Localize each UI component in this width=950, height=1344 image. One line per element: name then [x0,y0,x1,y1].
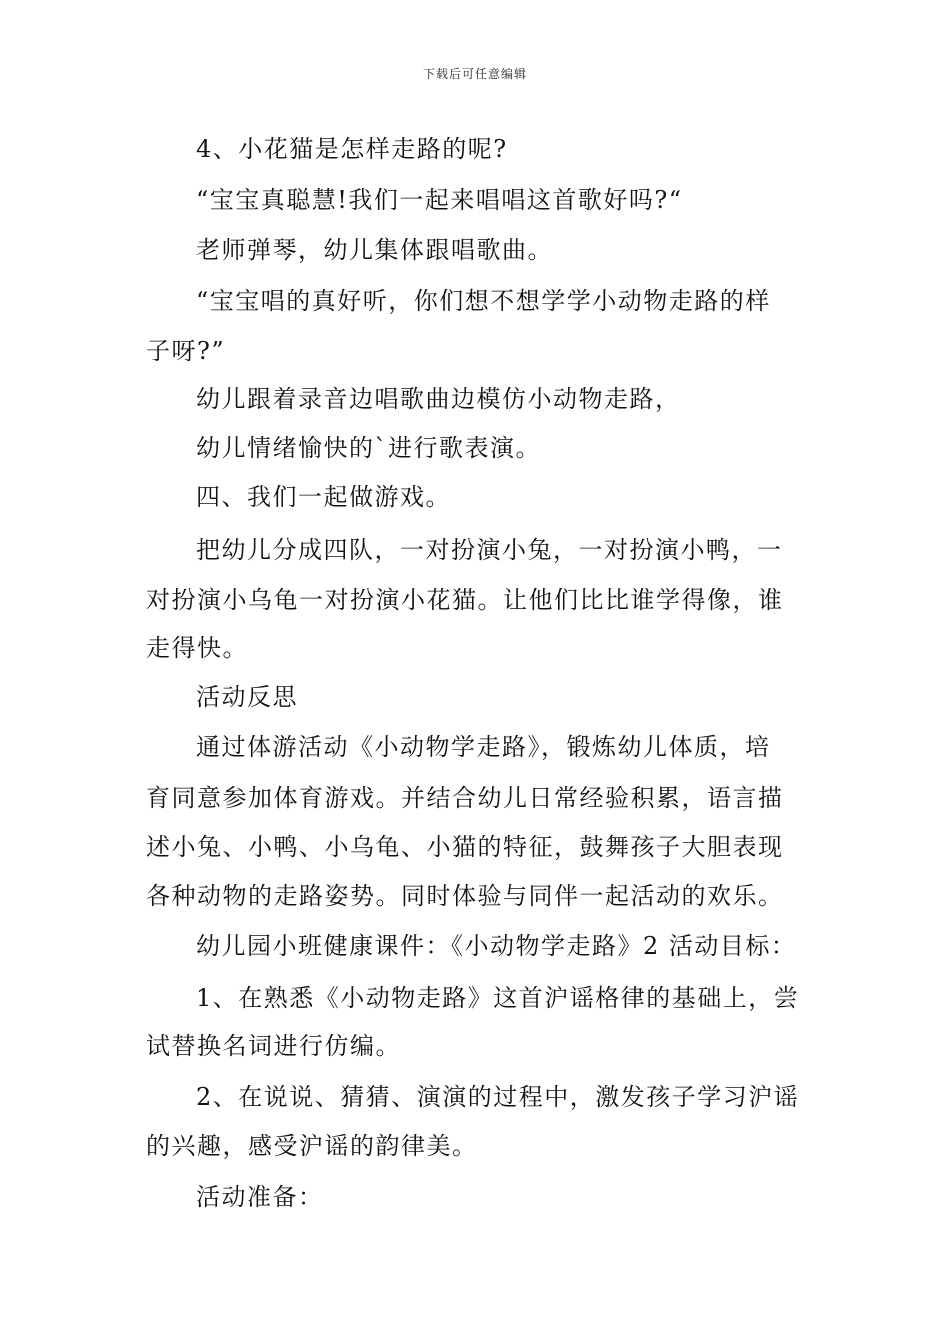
paragraph-line: 育同意参加体育游戏。并结合幼儿日常经验积累，语言描 [146,784,784,812]
paragraph-line: 试替换名词进行仿编。 [146,1032,401,1060]
paragraph-line: 幼儿情绪愉快的`进行歌表演。 [196,434,541,462]
paragraph-line: 把幼儿分成四队，一对扮演小兔，一对扮演小鸭，一 [196,536,783,564]
paragraph-line: 老师弹琴，幼儿集体跟唱歌曲。 [196,236,553,264]
paragraph-line: “宝宝唱的真好听，你们想不想学学小动物走路的样 [196,287,771,315]
paragraph-line: 的兴趣，感受沪谣的韵律美。 [146,1132,478,1160]
paragraph-line: “宝宝真聪慧!我们一起来唱唱这首歌好吗?“ [196,186,683,214]
paragraph-line: 通过体游活动《小动物学走路》，锻炼幼儿体质，培 [196,733,771,761]
page-header: 下载后可任意编辑 [422,67,527,81]
paragraph-line: 4、小花猫是怎样走路的呢? [196,135,508,163]
paragraph-line: 幼儿跟着录音边唱歌曲边模仿小动物走路， [196,385,681,413]
section-heading: 四、我们一起做游戏。 [196,483,451,511]
paragraph-line: 走得快。 [146,634,248,662]
paragraph-line: 2、在说说、猜猜、演演的过程中，激发孩子学习沪谣 [196,1083,800,1111]
section-heading: 活动准备： [196,1183,324,1211]
paragraph-line: 子呀?” [146,337,226,365]
paragraph-line: 1、在熟悉《小动物走路》这首沪谣格律的基础上，尝 [196,984,800,1012]
paragraph-line: 幼儿园小班健康课件：《小动物学走路》2 活动目标： [196,932,797,960]
paragraph-line: 对扮演小乌龟一对扮演小花猫。让他们比比谁学得像，谁 [146,586,784,614]
paragraph-line: 述小兔、小鸭、小乌龟、小猫的特征，鼓舞孩子大胆表现 [146,833,784,861]
paragraph-line: 各种动物的走路姿势。同时体验与同伴一起活动的欢乐。 [146,882,784,910]
section-heading: 活动反思 [196,683,298,711]
